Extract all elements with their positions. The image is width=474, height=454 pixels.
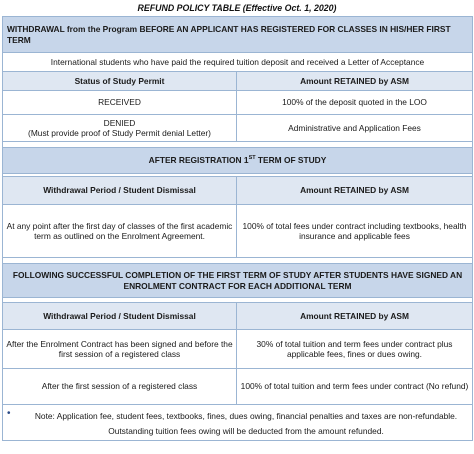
permit-status-denied-cell [3, 115, 237, 142]
bullet-icon: • [7, 408, 11, 419]
section3-header-row [3, 303, 473, 330]
section3-heading: FOLLOWING SUCCESSFUL COMPLETION OF THE FIRST TERM OF STUDY AFTER STUDENTS HAVE SIGNED AN ENROLMENT CONTRACT FOR EACH ADDITIONAL TERM [3, 264, 473, 298]
withdrawal-period-contract-signed: After the Enrolment Contract has been signed and before the first session of a registered class [3, 330, 237, 369]
note-row [3, 405, 473, 441]
amount-retained-denied: Administrative and Application Fees [237, 115, 473, 142]
section1-col2-header: Amount RETAINED by ASM [237, 72, 473, 91]
withdrawal-period-after-first-session: After the first session of a registered class [3, 369, 237, 405]
permit-status-received: RECEIVED [3, 91, 237, 115]
note-text: Note: Application fee, student fees, textbooks, fines, dues owing, financial penalties and taxes are non-refundable. Outstanding tuition fees owing will be deducted from the amount refunded. [34, 411, 458, 436]
table-row [3, 115, 473, 142]
section2-col2-header: Amount RETAINED by ASM [237, 177, 473, 205]
permit-status-denied-note: (Must provide proof of Study Permit denial Letter) [28, 128, 211, 138]
amount-retained-after-first-session: 100% of total tuition and term fees under contract (No refund) [237, 369, 473, 405]
section1-heading-row [3, 17, 473, 53]
note-cell [3, 405, 473, 441]
amount-retained-after-first-day: 100% of total fees under contract including textbooks, health insurance and applicable fees [237, 205, 473, 258]
table-row [3, 330, 473, 369]
section3-col1-header: Withdrawal Period / Student Dismissal [3, 303, 237, 330]
amount-retained-received: 100% of the deposit quoted in the LOO [237, 91, 473, 115]
table-row [3, 91, 473, 115]
section3-col2-header: Amount RETAINED by ASM [237, 303, 473, 330]
section3-heading-row [3, 264, 473, 298]
note [6, 407, 469, 438]
section2-heading: AFTER REGISTRATION 1ST TERM OF STUDY [3, 148, 473, 174]
section1-heading: WITHDRAWAL from the Program BEFORE AN APPLICANT HAS REGISTERED FOR CLASSES IN HIS/HER FIRST TERM [3, 17, 473, 53]
section1-col1-header: Status of Study Permit [3, 72, 237, 91]
section1-intro: International students who have paid the required tuition deposit and received a Letter of Acceptance [3, 53, 473, 72]
permit-status-denied: DENIED [103, 117, 136, 128]
table-title: REFUND POLICY TABLE (Effective Oct. 1, 2020) [137, 3, 337, 13]
section1-header-row [3, 72, 473, 91]
table-row [3, 205, 473, 258]
section2-heading-row [3, 148, 473, 174]
section1-intro-row [3, 53, 473, 72]
section2-col1-header: Withdrawal Period / Student Dismissal [3, 177, 237, 205]
refund-policy-table [2, 16, 473, 441]
withdrawal-period-after-first-day: At any point after the first day of classes of the first academic term as outlined on the Enrolment Agreement. [3, 205, 237, 258]
table-row [3, 369, 473, 405]
section2-header-row [3, 177, 473, 205]
amount-retained-contract-signed: 30% of total tuition and term fees under contract plus applicable fees, fines or dues owing. [237, 330, 473, 369]
